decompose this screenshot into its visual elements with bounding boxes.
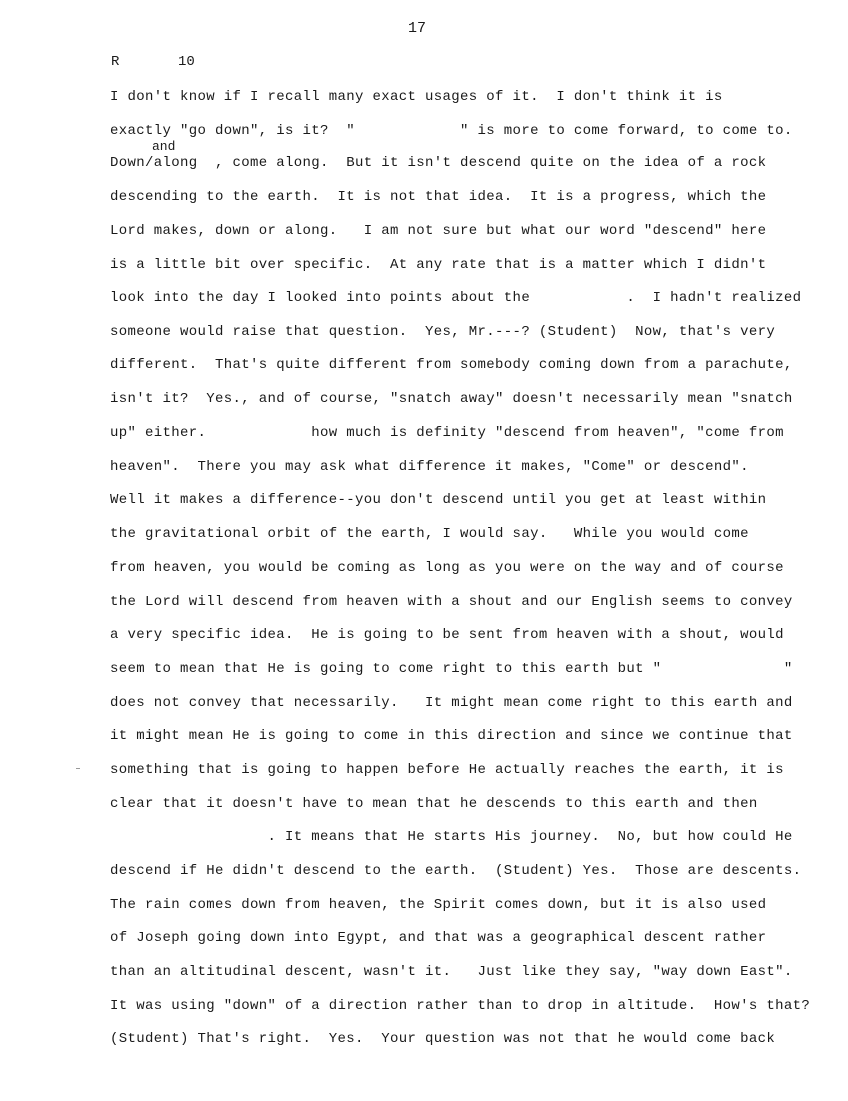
margin-mark bbox=[76, 768, 80, 769]
text-line: isn't it? Yes., and of course, "snatch away" doesn't necessarily mean "snatch bbox=[110, 391, 793, 407]
text-line: someone would raise that question. Yes, Mr.---? (Student) Now, that's very bbox=[110, 324, 776, 340]
interlinear-insertion: and bbox=[152, 139, 176, 154]
text-line: Lord makes, down or along. I am not sure but what our word "descend" here bbox=[110, 223, 767, 239]
text-line: The rain comes down from heaven, the Spirit comes down, but it is also used bbox=[110, 897, 767, 913]
text-line: it might mean He is going to come in this direction and since we continue that bbox=[110, 728, 793, 744]
text-line: clear that it doesn't have to mean that he descends to this earth and then bbox=[110, 796, 758, 812]
text-line: does not convey that necessarily. It might mean come right to this earth and bbox=[110, 695, 793, 711]
text-line: . It means that He starts His journey. No, but how could He bbox=[110, 829, 793, 845]
reference-label: R bbox=[111, 54, 120, 70]
text-line: the gravitational orbit of the earth, I would say. While you would come bbox=[110, 526, 749, 542]
text-line: than an altitudinal descent, wasn't it. Just like they say, "way down East". bbox=[110, 964, 793, 980]
text-line: It was using "down" of a direction rather than to drop in altitude. How's that? bbox=[110, 998, 811, 1014]
text-line: something that is going to happen before He actually reaches the earth, it is bbox=[110, 762, 784, 778]
text-line: exactly "go down", is it? " " is more to come forward, to come to. bbox=[110, 123, 793, 139]
text-line: descending to the earth. It is not that idea. It is a progress, which the bbox=[110, 189, 767, 205]
text-line: Well it makes a difference--you don't descend until you get at least within bbox=[110, 492, 767, 508]
text-line: descend if He didn't descend to the earth. (Student) Yes. Those are descents. bbox=[110, 863, 802, 879]
text-line: Down/along , come along. But it isn't descend quite on the idea of a rock bbox=[110, 155, 767, 171]
text-line: look into the day I looked into points about the . I hadn't realized bbox=[110, 290, 802, 306]
text-line: heaven". There you may ask what difference it makes, "Come" or descend". bbox=[110, 459, 749, 475]
text-line: of Joseph going down into Egypt, and that was a geographical descent rather bbox=[110, 930, 767, 946]
text-line: the Lord will descend from heaven with a shout and our English seems to convey bbox=[110, 594, 793, 610]
page-number: 17 bbox=[408, 20, 427, 37]
text-line: seem to mean that He is going to come right to this earth but " " bbox=[110, 661, 793, 677]
text-line: from heaven, you would be coming as long as you were on the way and of course bbox=[110, 560, 784, 576]
text-line: I don't know if I recall many exact usages of it. I don't think it is bbox=[110, 89, 723, 105]
text-line: different. That's quite different from somebody coming down from a parachute, bbox=[110, 357, 793, 373]
text-line: up" either. how much is definity "descend from heaven", "come from bbox=[110, 425, 784, 441]
text-line: (Student) That's right. Yes. Your question was not that he would come back bbox=[110, 1031, 776, 1047]
text-line: a very specific idea. He is going to be sent from heaven with a shout, would bbox=[110, 627, 784, 643]
reference-number: 10 bbox=[178, 54, 195, 70]
text-line: is a little bit over specific. At any rate that is a matter which I didn't bbox=[110, 257, 767, 273]
